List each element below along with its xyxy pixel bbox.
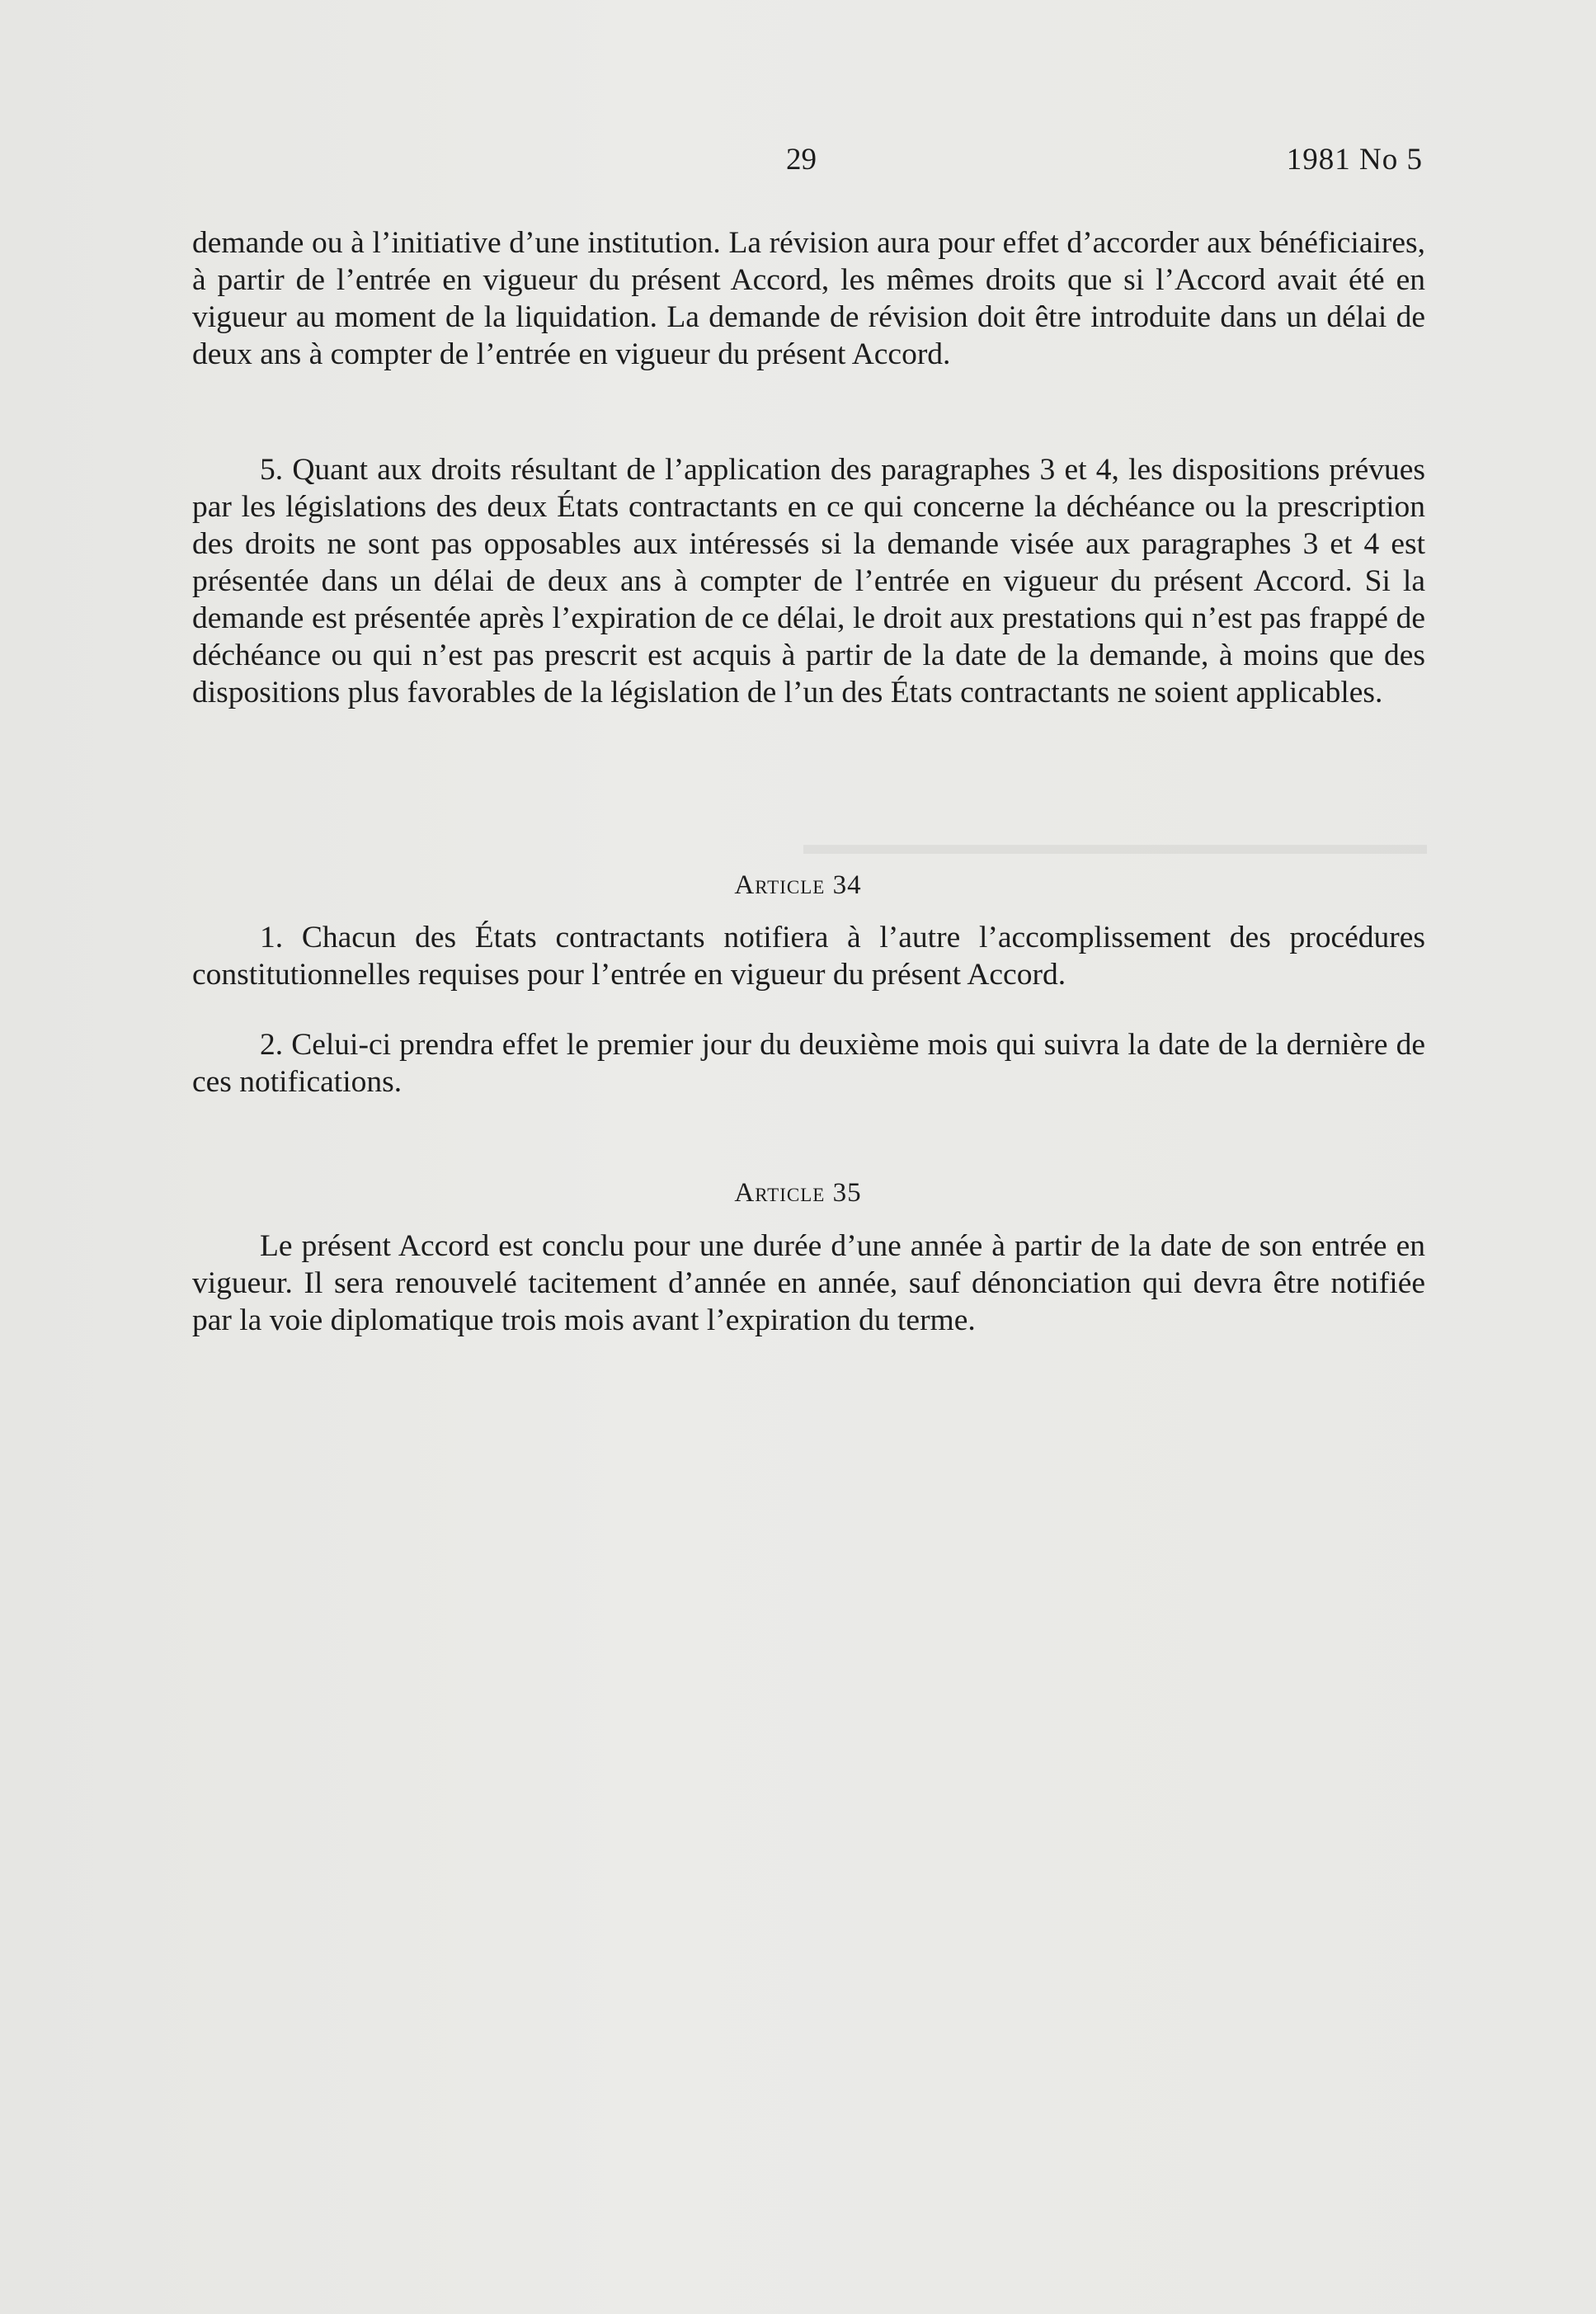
article-35-paragraph-block: [192, 1228, 1425, 1339]
article-35-heading: [0, 1178, 1596, 1209]
article-34-paragraph-1-block: [192, 919, 1425, 993]
page-number: 29: [786, 143, 817, 177]
article-35-paragraph: Le présent Accord est conclu pour une durée d’une année à partir de la date de son entrée en vigueur. Il sera renouvelé tacitement d’année en année, sauf dénonciation qui devra être notifiée par la voie diplomatique trois mois avant l’expiration du terme.: [192, 1229, 1425, 1337]
article-34-heading-text: Article 34: [734, 870, 862, 900]
article-34-paragraph-2: 2. Celui-ci prendra effet le premier jour du deuxième mois qui suivra la date de la dernière de ces notifications.: [192, 1028, 1425, 1099]
article-34-paragraph-1: 1. Chacun des États contractants notifiera à l’autre l’accomplissement des procédures constitutionnelles requises pour l’entrée en vigueur du présent Accord.: [192, 921, 1425, 992]
continued-paragraph-block: [192, 224, 1425, 373]
issue-number: 1981 No 5: [1286, 143, 1423, 177]
show-through-texture: ▬▬▬▬▬▬▬▬▬▬▬▬▬▬▬▬▬▬▬▬▬: [803, 827, 1427, 860]
article-34-paragraph-2-block: [192, 1026, 1425, 1100]
page-header: [0, 142, 1596, 191]
article-34-heading: [0, 870, 1596, 901]
article-35-heading-text: Article 35: [734, 1178, 862, 1208]
paragraph-5-block: [192, 451, 1425, 711]
paragraph-continued: demande ou à l’initiative d’une institution. La révision aura pour effet d’accorder aux bénéficiaires, à partir de l’entrée en vigueur du présent Accord, les mêmes droits que si l’Accord avait été en vigueur au moment de la liquidation. La demande de révision doit être introduite dans un délai de deux ans à compter de l’entrée en vigueur du présent Accord.: [192, 226, 1425, 371]
paragraph-5: 5. Quant aux droits résultant de l’application des paragraphes 3 et 4, les dispositions prévues par les législations des deux États contractants en ce qui concerne la déchéance ou la prescription des droits ne sont pas opposables aux intéressés si la demande visée aux paragraphes 3 et 4 est présentée dans un délai de deux ans à compter de l’entrée en vigueur du présent Accord. Si la demande est présentée après l’expiration de ce délai, le droit aux prestations qui n’est pas frappé de déchéance ou qui n’est pas prescrit est acquis à partir de la date de la demande, à moins que des dispositions plus favorables de la législation de l’un des États contractants ne soient applicables.: [192, 453, 1425, 709]
